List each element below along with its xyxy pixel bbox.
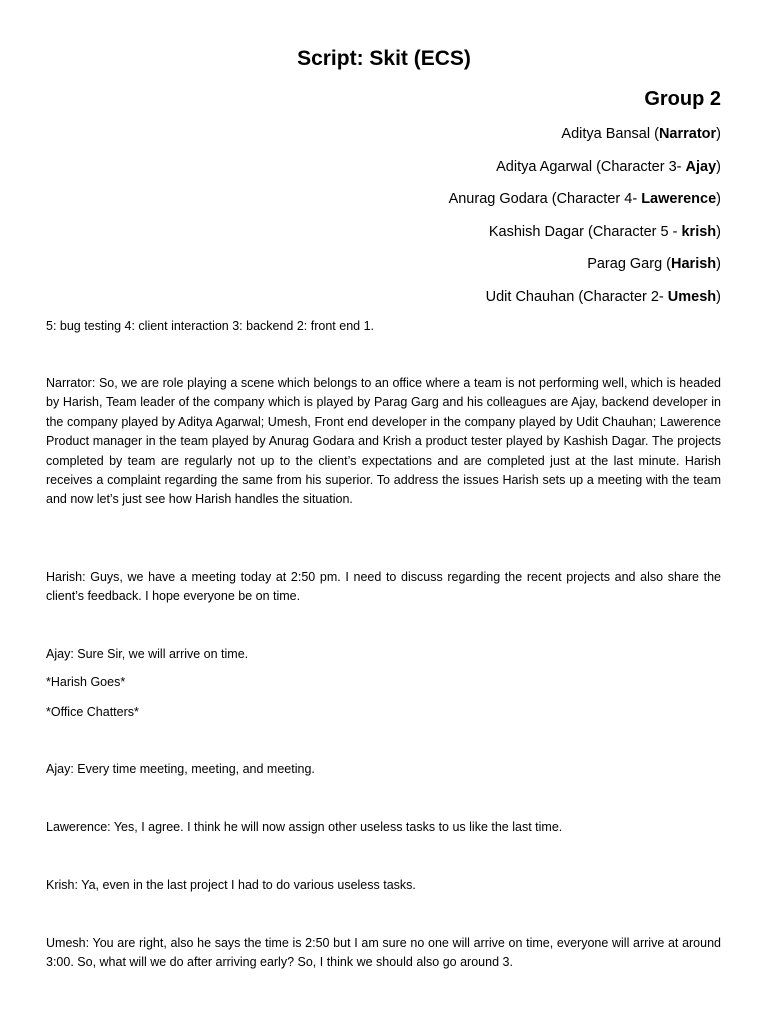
dialogue-line-ajay: Ajay: Every time meeting, meeting, and meeting. [46,762,315,776]
cast-member [449,286,721,308]
cast-member-name: Anurag Godara (Character 4- [448,191,642,207]
dialogue-line-krish: Krish: Ya, even in the last project I had to do various useless tasks. [46,878,416,892]
cast-member [449,123,721,145]
narrator-paragraph: Narrator: So, we are role playing a scene which belongs to an office where a team is not performing well, which is headed by Harish, Team leader of the company which is played by Parag Garg and his colleagues are Ajay, backend developer in the company played by Aditya Agarwal; Umesh, Front end developer in the company played by Udit Chauhan; Lawerence Product manager in the team played by Anurag Godara and Krish a product tester played by Kashish Dagar. The projects completed by team are regularly not up to the client’s expectations and are completed just at the last minute. Harish receives a complaint regarding the same from his superior. To address the issues Harish sets up a meeting with the team and now let’s just see how Harish handles the situation. [46,376,721,507]
cast-member-role: krish [681,223,717,240]
cast-member-close: ) [716,191,721,207]
stage-direction: *Office Chatters* [46,705,139,719]
cast-list [449,123,721,318]
cast-member-close: ) [716,223,721,240]
dialogue-line-umesh: Umesh: You are right, also he says the time is 2:50 but I am sure no one will arrive on time, everyone will arrive at around 3:00. So, what will we do after arriving early? So, I think we should also go around 3. [46,936,721,970]
document-title: Script: Skit (ECS) [297,47,471,70]
cast-member-name: Aditya Agarwal (Character 3- [496,158,686,175]
group-heading: Group 2 [644,88,721,110]
cast-member [449,253,721,275]
cast-member [449,188,721,210]
cast-member [449,221,721,243]
cast-member-role: Harish [671,256,717,272]
cast-member-role: Narrator [658,126,717,142]
dialogue-line-ajay: Ajay: Sure Sir, we will arrive on time. [46,647,249,661]
cast-member-close: ) [716,256,721,272]
cast-member-name: Udit Chauhan (Character 2- [485,288,668,305]
dialogue-line-lawerence: Lawerence: Yes, I agree. I think he will now assign other useless tasks to us like the last time. [46,820,563,834]
dialogue-line-harish: Harish: Guys, we have a meeting today at 2:50 pm. I need to discuss regarding the recent projects and also share the client’s feedback. I hope everyone be on time. [46,570,721,604]
cast-member [449,156,721,178]
cast-member-close: ) [716,158,721,175]
cast-member-close: ) [716,126,721,142]
role-assignments: 5: bug testing 4: client interaction 3: backend 2: front end 1. [46,319,374,333]
cast-member-name: Parag Garg ( [587,256,672,272]
cast-member-role: Lawerence [641,191,717,207]
cast-member-role: Ajay [685,158,717,175]
cast-member-name: Aditya Bansal ( [561,126,659,142]
stage-direction: *Harish Goes* [46,675,126,689]
cast-member-role: Umesh [667,288,717,305]
cast-member-close: ) [716,288,721,305]
cast-member-name: Kashish Dagar (Character 5 - [488,223,682,240]
